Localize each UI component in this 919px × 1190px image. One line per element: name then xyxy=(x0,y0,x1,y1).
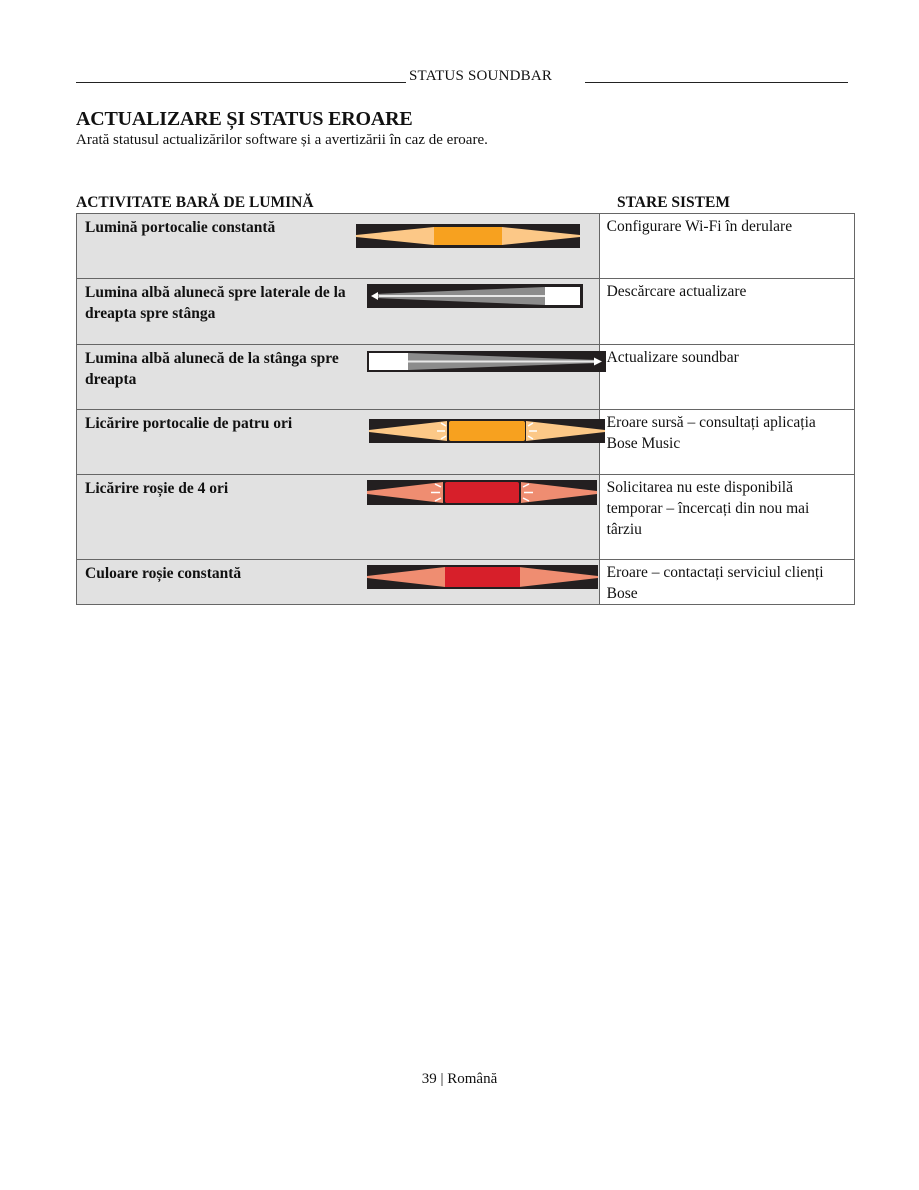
activity-cell xyxy=(77,410,600,475)
state-cell: Configurare Wi-Fi în derulare xyxy=(599,214,854,279)
activity-label: Lumina albă alunecă de la stânga spre dreapta xyxy=(85,350,339,388)
header-rule-left xyxy=(76,82,406,83)
activity-label: Licărire portocalie de patru ori xyxy=(85,415,293,432)
activity-cell xyxy=(77,214,600,279)
header-section-title: STATUS SOUNDBAR xyxy=(409,68,553,84)
running-header xyxy=(76,68,848,84)
page-number: 39 | Română xyxy=(421,1071,498,1087)
activity-cell xyxy=(77,560,600,605)
table-row xyxy=(77,345,855,410)
table-row xyxy=(77,279,855,345)
light-bar-blinking-red-icon xyxy=(367,480,597,505)
light-bar-solid-red-icon xyxy=(367,565,598,589)
activity-label: Licărire roșie de 4 ori xyxy=(85,480,229,497)
table-row xyxy=(77,410,855,475)
state-cell: Eroare sursă – consultați aplicația Bose Music xyxy=(599,410,854,475)
light-bar-solid-orange-icon xyxy=(356,224,580,248)
page-title: ACTUALIZARE ȘI STATUS EROARE xyxy=(76,108,413,130)
status-table xyxy=(76,213,855,605)
state-cell: Actualizare soundbar xyxy=(599,345,854,410)
light-bar-white-slide-right-icon xyxy=(367,351,606,372)
activity-cell xyxy=(77,345,600,410)
table-row xyxy=(77,214,855,279)
activity-cell xyxy=(77,475,600,560)
table-row xyxy=(77,560,855,605)
state-cell: Eroare – contactați serviciul clienți Bose xyxy=(599,560,854,605)
activity-label: Lumină portocalie constantă xyxy=(85,219,276,236)
light-bar-blinking-orange-icon xyxy=(369,419,605,443)
state-cell: Solicitarea nu este disponibilă temporar – încercați din nou mai târziu xyxy=(599,475,854,560)
column-header-state: STARE SISTEM xyxy=(617,194,730,211)
activity-label: Lumina albă alunecă spre laterale de la dreapta spre stânga xyxy=(85,284,346,322)
activity-cell xyxy=(77,279,600,345)
light-bar-white-slide-left-icon xyxy=(367,284,583,308)
column-header-activity: ACTIVITATE BARĂ DE LUMINĂ xyxy=(76,194,314,211)
page-subtitle: Arată statusul actualizărilor software și a avertizării în caz de eroare. xyxy=(76,132,488,148)
state-cell: Descărcare actualizare xyxy=(599,279,854,345)
table-row xyxy=(77,475,855,560)
activity-label: Culoare roșie constantă xyxy=(85,565,242,582)
header-rule-right xyxy=(585,82,848,83)
